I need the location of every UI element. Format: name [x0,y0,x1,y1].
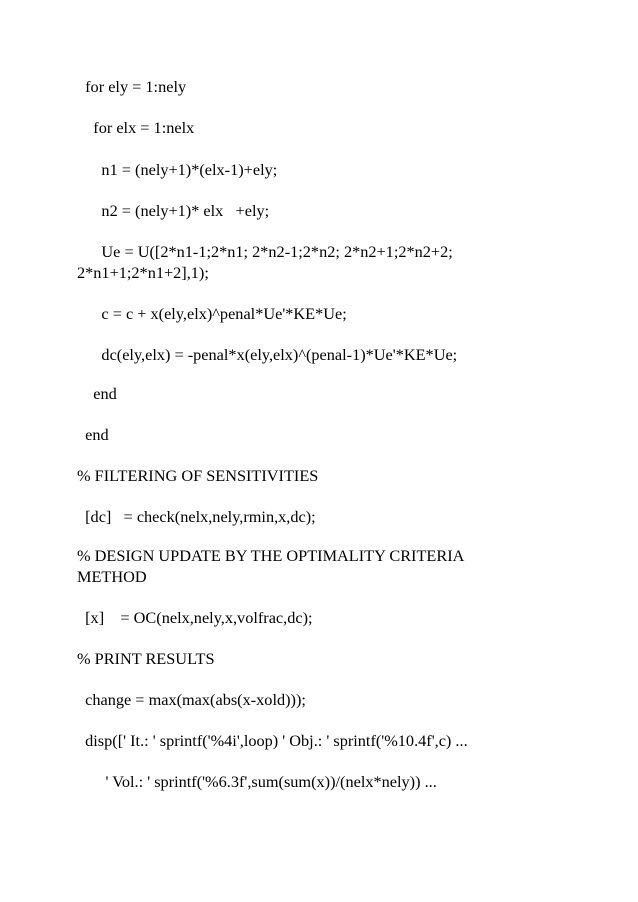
code-line-for-ely: for ely = 1:nely [77,77,187,96]
code-line-disp: disp([' It.: ' sprintf('%4i',loop) ' Obj.: ' sprintf('%10.4f',c) ... [77,731,468,750]
code-line-check: [dc] = check(nelx,nely,rmin,x,dc); [77,507,316,526]
code-line-dc: dc(ely,elx) = -penal*x(ely,elx)^(penal-1)*Ue'*KE*Ue; [77,345,458,364]
comment-filtering: % FILTERING OF SENSITIVITIES [77,466,319,485]
code-line-disp-cont: ' Vol.: ' sprintf('%6.3f',sum(sum(x))/(nelx*nely)) ... [77,772,437,791]
code-line-end-inner: end [77,384,117,403]
comment-print-results: % PRINT RESULTS [77,649,215,668]
code-line-change: change = max(max(abs(x-xold))); [77,690,306,709]
code-line-end-outer: end [77,425,109,444]
comment-design-update: % DESIGN UPDATE BY THE OPTIMALITY CRITERIA [77,546,465,565]
code-line-for-elx: for elx = 1:nelx [77,118,195,137]
code-line-c: c = c + x(ely,elx)^penal*Ue'*KE*Ue; [77,304,347,323]
code-line-n1: n1 = (nely+1)*(elx-1)+ely; [77,160,278,179]
comment-design-update-cont: METHOD [77,567,147,586]
code-line-ue-cont: 2*n1+1;2*n1+2],1); [77,263,209,282]
code-line-n2: n2 = (nely+1)* elx +ely; [77,201,270,220]
code-line-oc: [x] = OC(nelx,nely,x,volfrac,dc); [77,608,313,627]
code-line-ue: Ue = U([2*n1-1;2*n1; 2*n2-1;2*n2; 2*n2+1;2*n2+2; [77,242,453,261]
